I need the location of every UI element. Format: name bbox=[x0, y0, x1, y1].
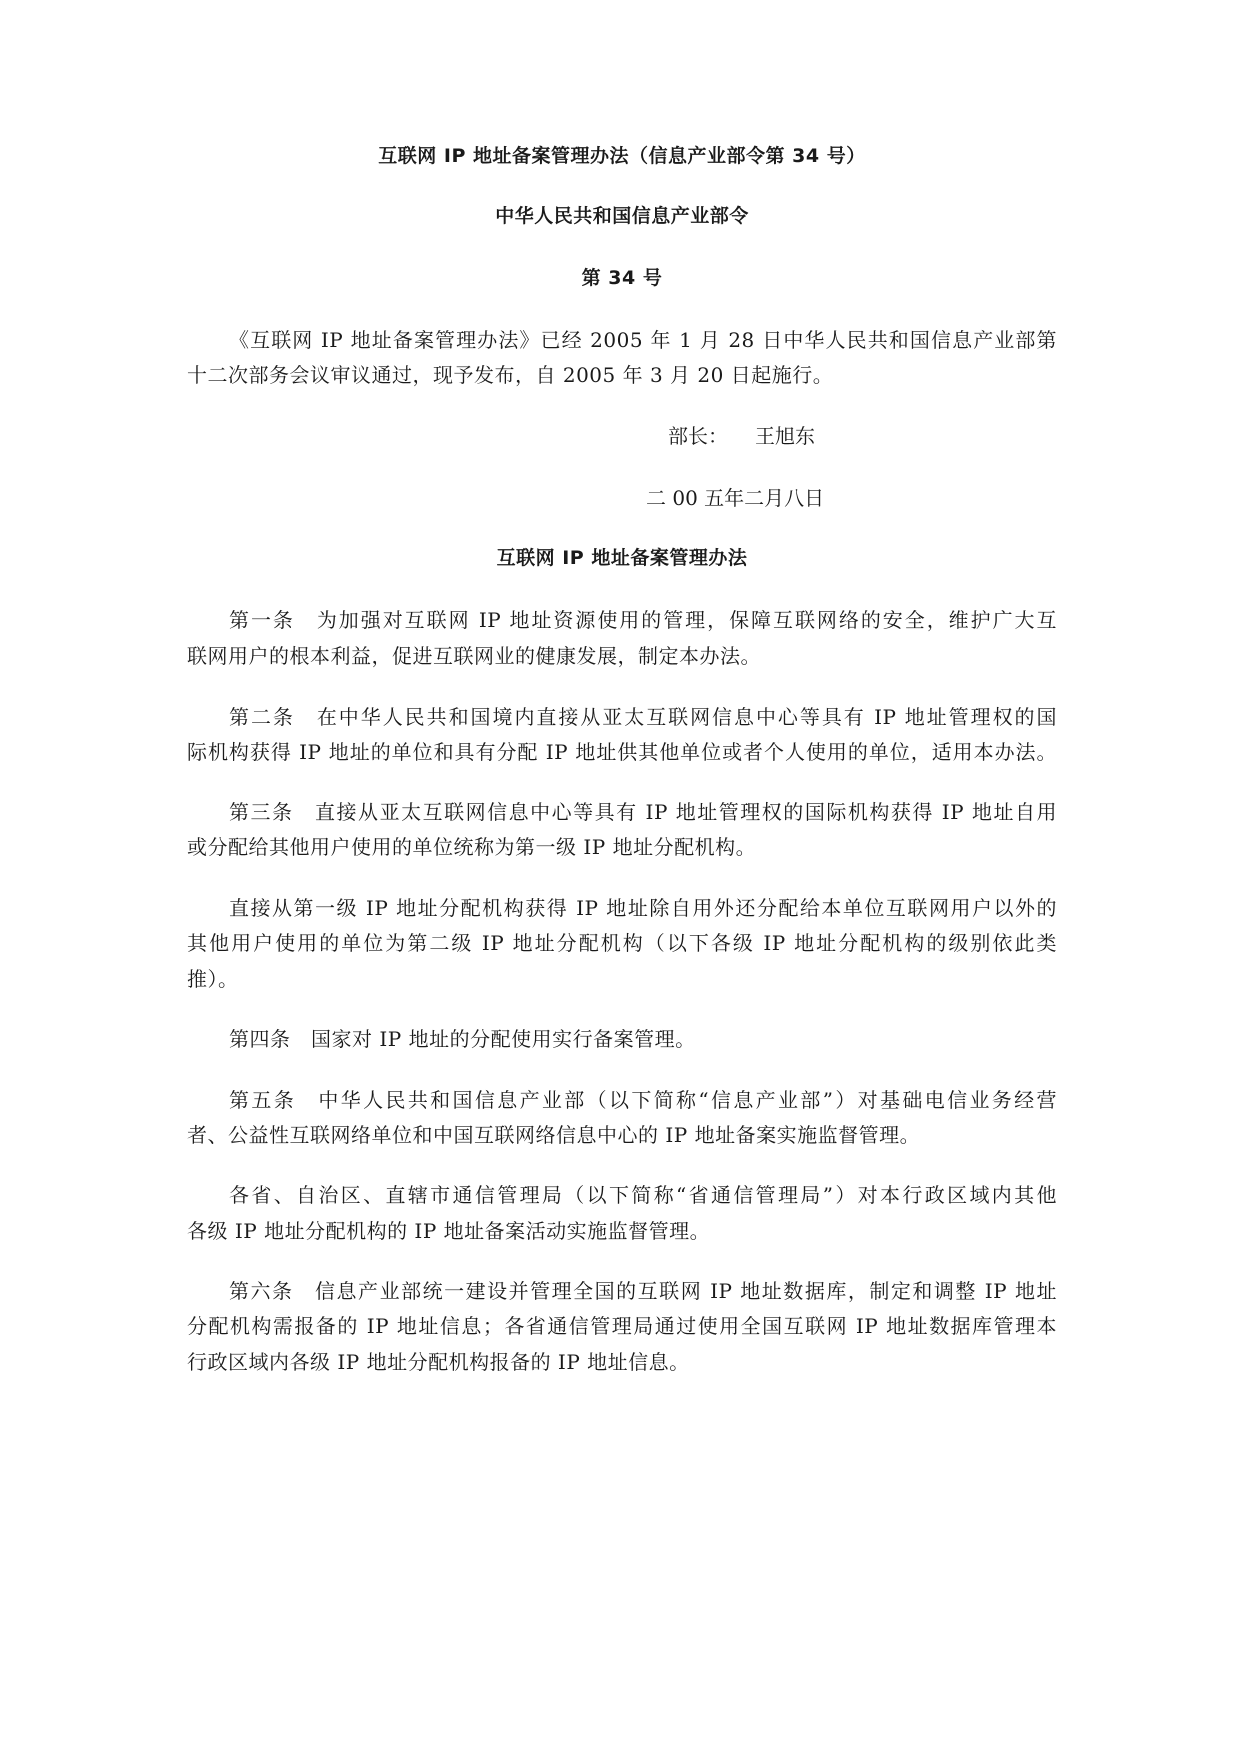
article-3-line-2: 或分配给其他用户使用的单位统称为第一级 IP 地址分配机构。 bbox=[187, 835, 757, 859]
article-1-line-2: 联网用户的根本利益，促进互联网业的健康发展，制定本办法。 bbox=[187, 644, 761, 668]
article-5b-line-2: 各级 IP 地址分配机构的 IP 地址备案活动实施监督管理。 bbox=[187, 1219, 711, 1243]
intro-line-1: 《互联网 IP 地址备案管理办法》已经 2005 年 1 月 28 日中华人民共和国信息产业部第 bbox=[229, 328, 1057, 352]
order-number: 第 34 号 bbox=[581, 267, 663, 289]
article-2-line-2: 际机构获得 IP 地址的单位和具有分配 IP 地址供其他单位或者个人使用的单位，适用本办法。 bbox=[187, 740, 1057, 764]
article-2-line-1: 第二条 在中华人民共和国境内直接从亚太互联网信息中心等具有 IP 地址管理权的国 bbox=[229, 705, 1057, 729]
intro-line-2: 十二次部务会议审议通过，现予发布，自 2005 年 3 月 20 日起施行。 bbox=[187, 363, 834, 387]
article-5-line-1: 第五条 中华人民共和国信息产业部（以下简称“信息产业部”）对基础电信业务经营 bbox=[229, 1088, 1057, 1112]
article-5-line-2: 者、公益性互联网络单位和中国互联网络信息中心的 IP 地址备案实施监督管理。 bbox=[187, 1123, 921, 1147]
issuer-heading: 中华人民共和国信息产业部令 bbox=[495, 205, 749, 227]
article-6-line-3: 行政区域内各级 IP 地址分配机构报备的 IP 地址信息。 bbox=[187, 1350, 690, 1374]
article-4-line-1: 第四条 国家对 IP 地址的分配使用实行备案管理。 bbox=[229, 1027, 696, 1051]
article-5b-line-1: 各省、自治区、直辖市通信管理局（以下简称“省通信管理局”）对本行政区域内其他 bbox=[229, 1183, 1057, 1207]
article-6-line-2: 分配机构需报备的 IP 地址信息；各省通信管理局通过使用全国互联网 IP 地址数据库管理本 bbox=[187, 1314, 1057, 1338]
article-1-line-1: 第一条 为加强对互联网 IP 地址资源使用的管理，保障互联网络的安全，维护广大互 bbox=[229, 608, 1057, 632]
document-title: 互联网 IP 地址备案管理办法（信息产业部令第 34 号） bbox=[378, 145, 866, 167]
minister-label: 部长： bbox=[668, 424, 728, 448]
article-3b-line-1: 直接从第一级 IP 地址分配机构获得 IP 地址除自用外还分配给本单位互联网用户以外的 bbox=[229, 896, 1057, 920]
article-6-line-1: 第六条 信息产业部统一建设并管理全国的互联网 IP 地址数据库，制定和调整 IP 地址 bbox=[229, 1279, 1057, 1303]
article-3b-line-2: 其他用户使用的单位为第二级 IP 地址分配机构（以下各级 IP 地址分配机构的级别依此类 bbox=[187, 931, 1057, 955]
regulation-subtitle: 互联网 IP 地址备案管理办法 bbox=[496, 547, 748, 569]
minister-name: 王旭东 bbox=[755, 424, 815, 448]
article-3b-line-3: 推）。 bbox=[187, 967, 239, 991]
issue-date: 二 00 五年二月八日 bbox=[646, 486, 825, 510]
article-3-line-1: 第三条 直接从亚太互联网信息中心等具有 IP 地址管理权的国际机构获得 IP 地址自用 bbox=[229, 800, 1057, 824]
